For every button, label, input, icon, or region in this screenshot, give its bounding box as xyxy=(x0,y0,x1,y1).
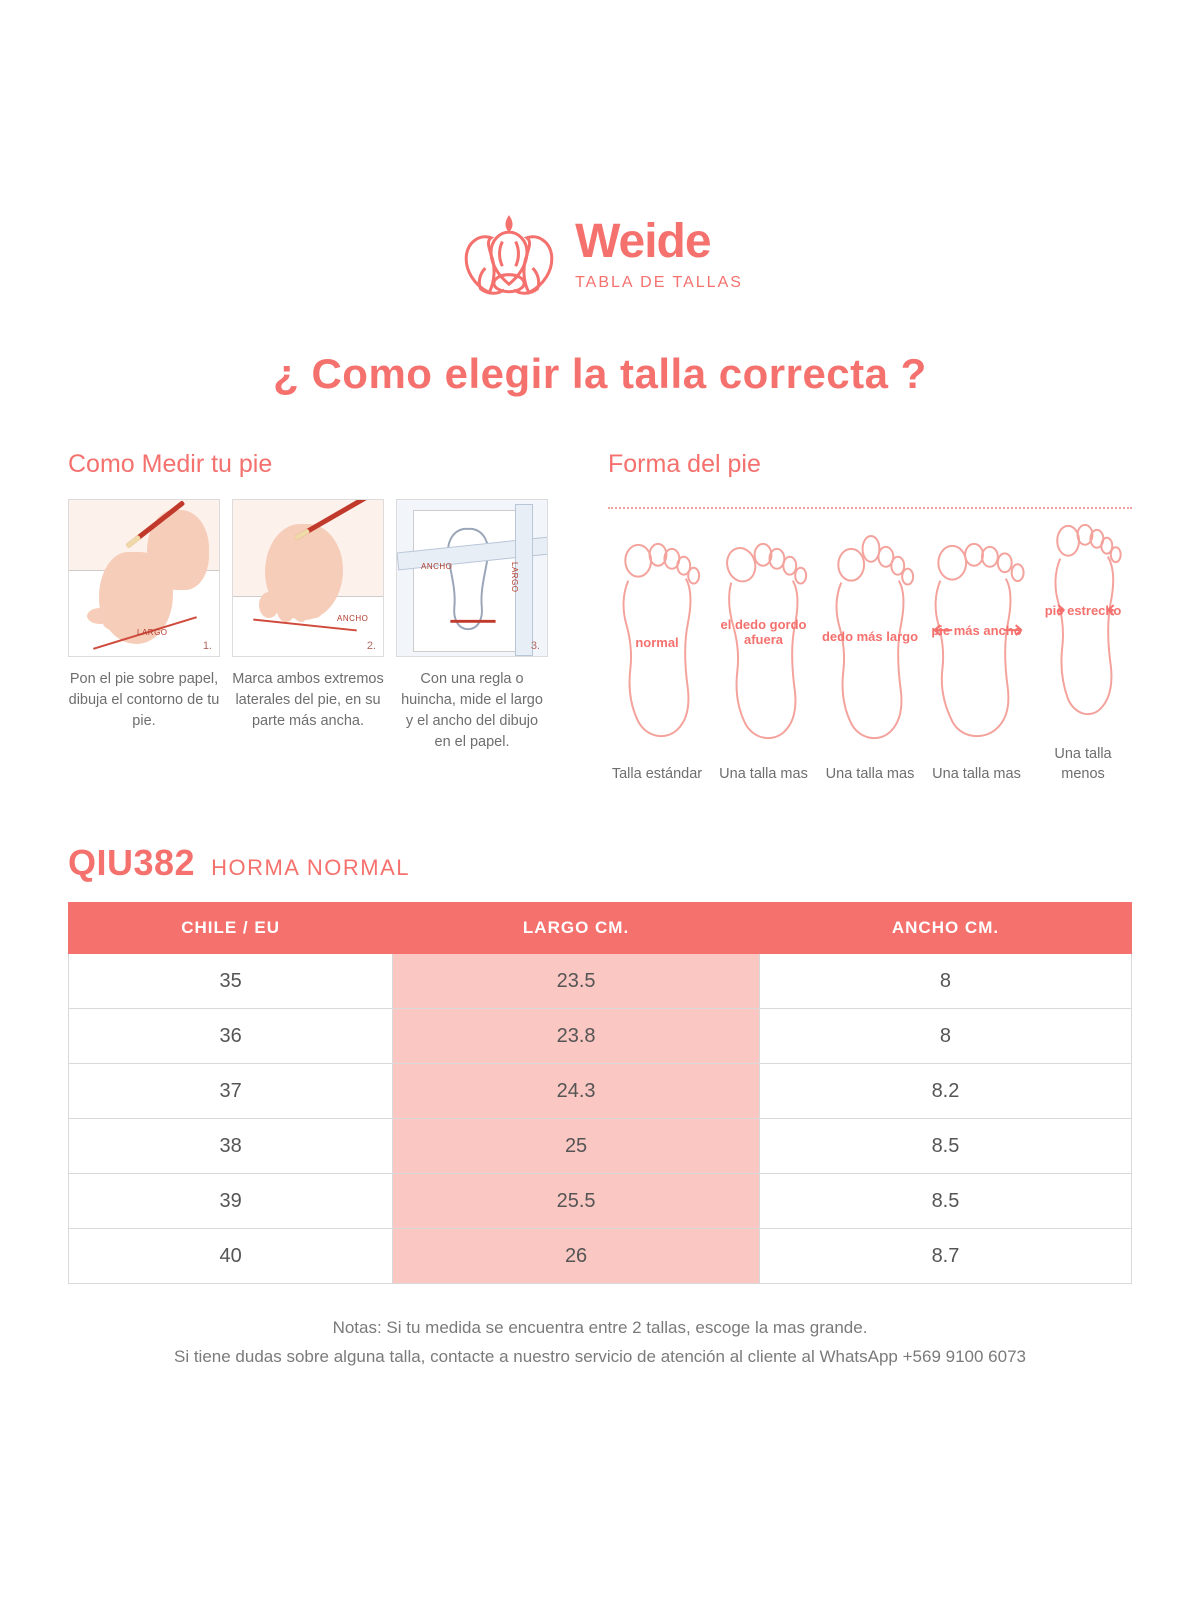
info-sections xyxy=(0,450,1200,784)
table-row xyxy=(69,1064,1132,1119)
foot-shape-label: dedo más largo xyxy=(821,628,919,644)
step-number: 3. xyxy=(530,640,540,652)
column-header-ancho: ANCHO CM. xyxy=(759,903,1131,954)
lotus-flower-logo-icon xyxy=(457,200,561,304)
table-row xyxy=(69,1009,1132,1064)
foot-outline-narrow-icon xyxy=(1034,515,1132,733)
foot-shape-section xyxy=(608,450,1132,784)
measure-step-caption: Marca ambos extremos laterales del pie, en su parte más ancha. xyxy=(232,671,384,730)
foot-shape-item xyxy=(821,535,919,785)
dotted-guide-line xyxy=(608,507,1132,509)
model-name: HORMA NORMAL xyxy=(211,855,410,881)
step-number: 1. xyxy=(202,640,212,652)
cell-length: 24.3 xyxy=(393,1064,760,1119)
measure-step-caption: Con una regla o huincha, mide el largo y el ancho del dibujo en el papel. xyxy=(401,671,543,751)
cell-size: 36 xyxy=(69,1009,393,1064)
cell-length: 25.5 xyxy=(393,1174,760,1229)
foot-outline-normal-icon xyxy=(608,535,706,753)
foot-shape-title: Forma del pie xyxy=(608,450,761,478)
cell-width: 8 xyxy=(759,954,1131,1009)
foot-shape-diagram xyxy=(608,499,1132,784)
photo-marking-foot-width xyxy=(232,499,384,657)
cell-size: 38 xyxy=(69,1119,393,1174)
foot-shape-caption: Una talla mas xyxy=(932,765,1021,782)
foot-outline-wide-icon xyxy=(928,535,1026,753)
photo-tracing-foot-outline xyxy=(68,499,220,657)
cell-size: 35 xyxy=(69,954,393,1009)
note-line-1: Notas: Si tu medida se encuentra entre 2 tallas, escoge la mas grande. xyxy=(332,1318,868,1338)
measure-step xyxy=(68,499,220,753)
foot-shape-label: pie estrecho xyxy=(1044,603,1122,618)
model-code: QIU382 xyxy=(68,842,196,884)
photo-measuring-drawing-with-ruler xyxy=(396,499,548,657)
cell-length: 26 xyxy=(393,1229,760,1284)
cell-size: 37 xyxy=(69,1064,393,1119)
foot-shape-caption: Una talla mas xyxy=(825,765,915,782)
brand-subtitle: TABLA DE TALLAS xyxy=(575,274,743,291)
model-heading xyxy=(0,842,1200,884)
measure-step xyxy=(232,499,384,753)
brand-text-block xyxy=(575,215,743,292)
inline-label-ancho: ANCHO xyxy=(421,562,453,571)
cell-width: 8.5 xyxy=(759,1119,1131,1174)
table-header-row xyxy=(69,903,1132,954)
cell-width: 8.5 xyxy=(759,1174,1131,1229)
inline-label-largo: LARGO xyxy=(137,628,168,637)
foot-shape-label: el dedo gordo afuera xyxy=(720,616,807,648)
cell-length: 23.5 xyxy=(393,954,760,1009)
foot-shape-item xyxy=(715,535,813,785)
foot-shape-label: pie más ancho xyxy=(931,622,1022,638)
table-row xyxy=(69,1229,1132,1284)
measure-step xyxy=(396,499,548,753)
inline-label-ancho: ANCHO xyxy=(337,614,369,623)
notes-block xyxy=(0,1314,1200,1372)
note-line-2: Si tiene dudas sobre alguna talla, contacte a nuestro servicio de atención al cliente al WhatsApp +569 9100 6073 xyxy=(174,1347,1026,1367)
foot-shape-item xyxy=(928,535,1026,785)
measure-step-caption: Pon el pie sobre papel, dibuja el contorno de tu pie. xyxy=(68,671,220,730)
step-number: 2. xyxy=(366,640,376,652)
foot-shape-caption: Una talla mas xyxy=(719,765,808,782)
foot-outline-longer-second-toe-icon xyxy=(821,535,919,753)
foot-shape-caption: Una talla menos xyxy=(1054,746,1112,782)
foot-shape-label: normal xyxy=(635,634,679,650)
cell-width: 8.2 xyxy=(759,1064,1131,1119)
column-header-largo: LARGO CM. xyxy=(393,903,760,954)
measure-steps xyxy=(68,499,548,753)
size-table-wrap xyxy=(68,902,1132,1284)
brand-header xyxy=(0,0,1200,304)
cell-length: 23.8 xyxy=(393,1009,760,1064)
foot-shape-item xyxy=(1034,515,1132,784)
cell-size: 40 xyxy=(69,1229,393,1284)
foot-shape-item xyxy=(608,535,706,785)
cell-width: 8.7 xyxy=(759,1229,1131,1284)
brand-name: Weide xyxy=(575,215,711,268)
foot-outline-big-toe-out-icon xyxy=(715,535,813,753)
size-table xyxy=(68,902,1132,1284)
inline-label-largo: LARGO xyxy=(510,562,519,593)
how-to-measure-title: Como Medir tu pie xyxy=(68,450,273,478)
cell-width: 8 xyxy=(759,1009,1131,1064)
page-title: ¿ Como elegir la talla correcta ? xyxy=(273,350,927,397)
cell-size: 39 xyxy=(69,1174,393,1229)
foot-shape-caption: Talla estándar xyxy=(611,765,703,782)
table-row xyxy=(69,1119,1132,1174)
table-row xyxy=(69,1174,1132,1229)
column-header-chile-eu: CHILE / EU xyxy=(69,903,393,954)
cell-length: 25 xyxy=(393,1119,760,1174)
table-row xyxy=(69,954,1132,1009)
how-to-measure-section xyxy=(68,450,548,784)
